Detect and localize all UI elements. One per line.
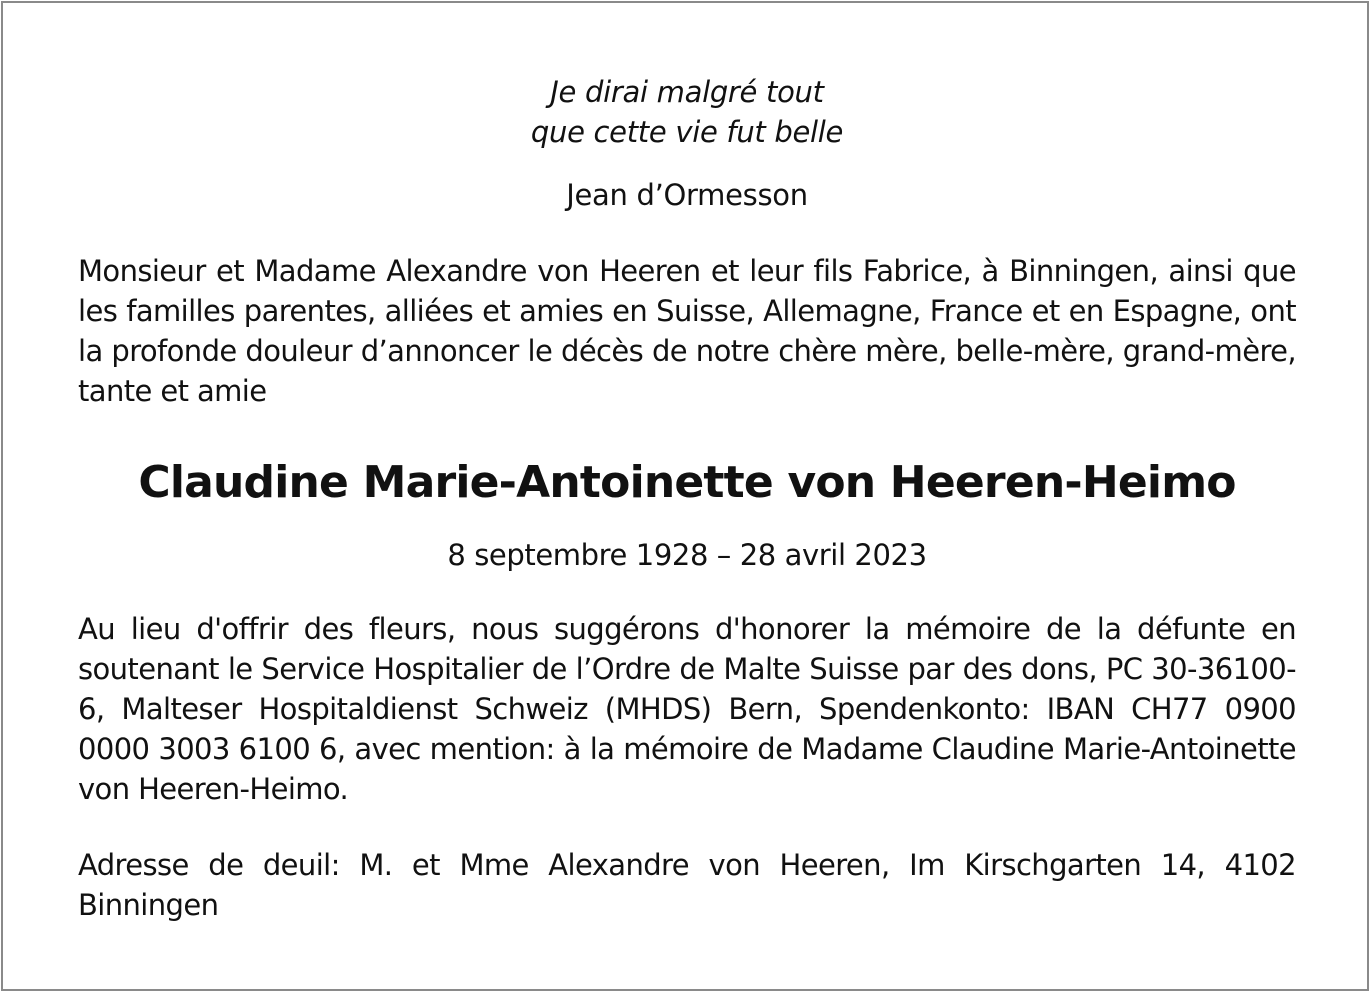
notice-frame: [1, 1, 1369, 991]
quote-line-2: que cette vie fut belle: [530, 115, 844, 149]
quote-author: Jean d’Ormesson: [566, 178, 808, 212]
mourning-address: Adresse de deuil: M. et Mme Alexandre von Heeren, Im Kirschgarten 14, 4102 Binningen: [78, 848, 1296, 922]
donation-paragraph: Au lieu d'offrir des fleurs, nous suggérons d'honorer la mémoire de la défunte en soutenant le Service Hospitalier de l’Ordre de Malte Suisse par des dons, PC 30-36100-6, Malteser Hospitaldienst Schweiz (MHDS) Bern, Spendenkonto: IBAN CH77 0900 0000 3003 6100 6, avec mention: à la mémoire de Madame Claudine Marie-Antoinette von Heeren-Heimo.: [78, 612, 1296, 806]
epigraph-quote: [78, 72, 1296, 152]
life-dates: 8 septembre 1928 – 28 avril 2023: [447, 538, 927, 572]
quote-line-1: Je dirai malgré tout: [550, 75, 824, 109]
deceased-name: Claudine Marie-Antoinette von Heeren-Heimo: [138, 457, 1236, 508]
announcement-paragraph: Monsieur et Madame Alexandre von Heeren et leur fils Fabrice, à Binningen, ainsi que les familles parentes, alliées et amies en Suisse, Allemagne, France et en Espagne, ont la profonde douleur d’annoncer le décès de notre chère mère, belle-mère, grand-mère, tante et amie: [78, 254, 1296, 408]
